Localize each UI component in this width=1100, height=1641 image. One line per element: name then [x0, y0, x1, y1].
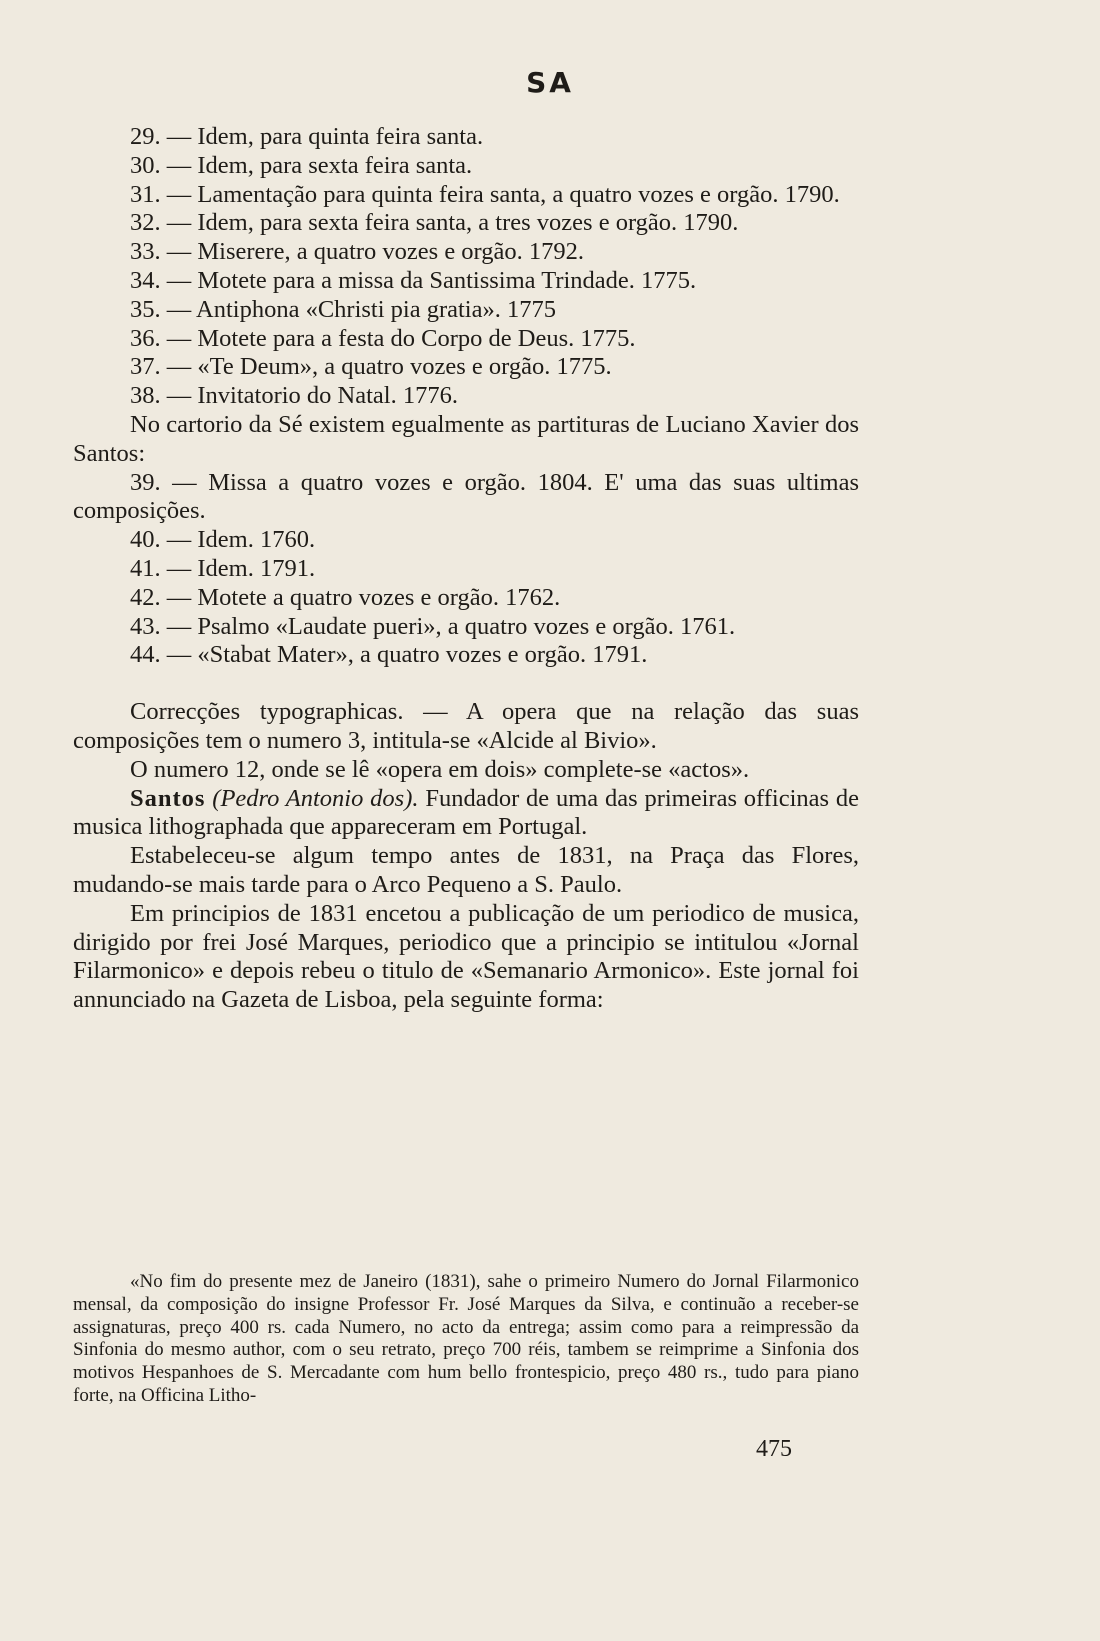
list-item: 44. — «Stabat Mater», a quatro vozes e orgão. 1791. — [130, 641, 648, 669]
intro-paragraph: No cartorio da Sé existem egualmente as partituras de Luciano Xavier dos Santos: — [73, 410, 859, 467]
footnote-text: «No fim do presente mez de Janeiro (1831), sahe o primeiro Numero do Jornal Filarmonico mensal, da composição do insigne Professor Fr. José Marques da Silva, e continuão a receber-se assignaturas, preço 400 rs. cada Numero, no acto da entrega; assim como para a reimpressão da Sinfonia do mesmo author, com o seu retrato, preço 700 réis, tambem se reimprime a Sinfonia dos motivos Hespanhoes de S. Mercadante com hum bello frontespicio, preço 480 rs., tudo para piano forte, na Officina Litho- — [73, 1271, 859, 1406]
corrections-paragraph: O numero 12, onde se lê «opera em dois» complete-se «actos». — [130, 755, 750, 783]
entry-name-detail: (Pedro Antonio dos). — [212, 784, 419, 812]
list-item: 41. — Idem. 1791. — [130, 554, 316, 582]
list-item: 32. — Idem, para sexta feira santa, a tres vozes e orgão. 1790. — [130, 209, 739, 237]
list-item: 35. — Antiphona «Christi pia gratia». 1775 — [130, 295, 556, 323]
running-header: SA — [526, 66, 574, 99]
corrections-paragraph: Correcções typographicas. — A opera que na relação das suas composições tem o numero 3, intitula-se «Alcide al Bivio». — [73, 698, 859, 754]
list-item: 39. — Missa a quatro vozes e orgão. 1804. E' uma das suas ultimas composições. — [73, 468, 859, 525]
list-item: 34. — Motete para a missa da Santissima Trindade. 1775. — [130, 266, 697, 294]
list-item: 38. — Invitatorio do Natal. 1776. — [130, 382, 458, 410]
list-item: 33. — Miserere, a quatro vozes e orgão. 1792. — [130, 238, 585, 266]
quoted-footnote — [73, 1271, 859, 1408]
list-item: 42. — Motete a quatro vozes e orgão. 1762. — [130, 583, 561, 611]
entry-name: Santos — [130, 784, 206, 812]
entry-text: Fundador de uma das primeiras officinas de musica lithographada que appareceram em Portugal. — [73, 784, 860, 841]
list-item: 30. — Idem, para sexta feira santa. — [130, 151, 473, 179]
section-gap — [73, 670, 859, 698]
list-item: 29. — Idem, para quinta feira santa. — [130, 123, 484, 150]
entry-paragraph — [73, 785, 859, 843]
list-item: 40. — Idem. 1760. — [130, 526, 316, 554]
list-item: 36. — Motete para a festa do Corpo de Deus. 1775. — [130, 324, 636, 352]
page-number: 475 — [756, 1436, 792, 1462]
list-item: 37. — «Te Deum», a quatro vozes e orgão. 1775. — [130, 353, 612, 381]
body-paragraph: Em principios de 1831 encetou a publicação de um periodico de musica, dirigido por frei José Marques, periodico que a principio se intitulou «Jornal Filarmonico» e depois rebeu o titulo de «Semanario Armonico». Este jornal foi annunciado na Gazeta de Lisboa, pela seguinte forma: — [73, 899, 859, 1014]
body-paragraph: Estabeleceu-se algum tempo antes de 1831, na Praça das Flores, mudando-se mais tarde para o Arco Pequeno a S. Paulo. — [73, 842, 859, 898]
body-text — [73, 123, 859, 1015]
list-item: 43. — Psalmo «Laudate pueri», a quatro vozes e orgão. 1761. — [130, 612, 736, 640]
list-item: 31. — Lamentação para quinta feira santa, a quatro vozes e orgão. 1790. — [130, 180, 840, 208]
